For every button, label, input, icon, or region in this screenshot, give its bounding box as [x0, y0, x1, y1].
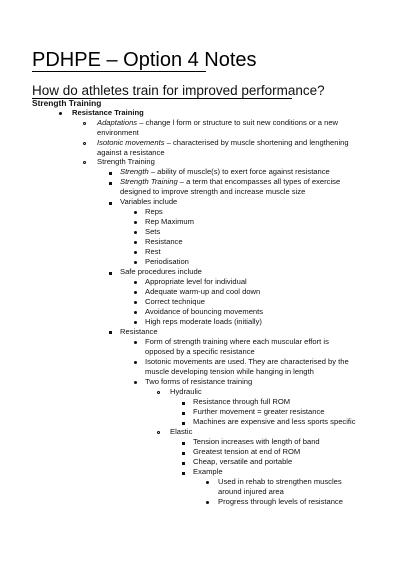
- example-item-cont: around injured area: [218, 487, 284, 496]
- bullet-dot: [206, 481, 209, 484]
- title-underline: [32, 71, 206, 72]
- bullet-circle: [157, 431, 160, 434]
- elastic-heading: Elastic: [170, 427, 193, 436]
- bullet-dot: [134, 221, 137, 224]
- adaptations-line: [97, 118, 338, 128]
- bullet-circle: [83, 142, 86, 145]
- variable-item: Reps: [145, 207, 163, 216]
- variables-heading: Variables include: [120, 197, 178, 206]
- bullet-square: [182, 412, 185, 415]
- bullet-square: [182, 402, 185, 405]
- variable-item: Periodisation: [145, 257, 189, 266]
- safe-item: Adequate warm-up and cool down: [145, 287, 261, 296]
- page-subtitle: How do athletes train for improved performance?: [32, 83, 325, 98]
- bullet-circle: [157, 391, 160, 394]
- bullet-square: [109, 331, 112, 334]
- elastic-item: Greatest tension at end of ROM: [193, 447, 301, 456]
- safe-item: Appropriate level for individual: [145, 277, 247, 286]
- safe-heading: Safe procedures include: [120, 267, 202, 276]
- bullet-square: [109, 202, 112, 205]
- bullet-dot: [134, 211, 137, 214]
- section-heading: Strength Training: [32, 98, 102, 108]
- st-def2: designed to improve strength and increase muscle size: [120, 187, 306, 196]
- bullet-dot: [134, 361, 137, 364]
- adaptations-text: – change l form or structure to suit new conditions or a new: [137, 118, 339, 127]
- bullet-dot: [134, 251, 137, 254]
- variable-item: Rest: [145, 247, 161, 256]
- variable-item: Resistance: [145, 237, 183, 246]
- resistance-item: Two forms of resistance training: [145, 377, 253, 386]
- safe-item: Avoidance of bouncing movements: [145, 307, 264, 316]
- level1-heading: Resistance Training: [72, 108, 144, 117]
- strength-term: Strength: [120, 167, 149, 176]
- page-title: PDHPE – Option 4 Notes: [32, 49, 257, 71]
- elastic-item: Example: [193, 467, 223, 476]
- hydraulic-item: Further movement = greater resistance: [193, 407, 325, 416]
- elastic-item: Tension increases with length of band: [193, 437, 320, 446]
- safe-item: High reps moderate loads (initially): [145, 317, 262, 326]
- bullet-dot: [59, 112, 62, 115]
- st-text: – a term that encompasses all types of exercise: [177, 177, 341, 186]
- bullet-dot: [134, 241, 137, 244]
- hydraulic-item: Resistance through full ROM: [193, 397, 291, 406]
- example-item: Used in rehab to strengthen muscles: [218, 477, 342, 486]
- bullet-dot: [134, 311, 137, 314]
- bullet-square: [109, 172, 112, 175]
- resistance-item-cont: opposed by a specific resistance: [145, 347, 255, 356]
- bullet-square: [182, 442, 185, 445]
- hydraulic-heading: Hydraulic: [170, 387, 202, 396]
- bullet-square: [109, 272, 112, 275]
- isotonic-term: Isotonic movements: [97, 138, 165, 147]
- adaptations-term: Adaptations: [97, 118, 138, 127]
- bullet-dot: [134, 261, 137, 264]
- safe-item: Correct technique: [145, 297, 205, 306]
- bullet-square: [182, 422, 185, 425]
- bullet-dot: [134, 301, 137, 304]
- variable-item: Sets: [145, 227, 161, 236]
- bullet-square: [182, 452, 185, 455]
- bullet-dot: [134, 281, 137, 284]
- resistance-heading: Resistance: [120, 327, 158, 336]
- strength-training-item: Strength Training: [97, 157, 155, 166]
- st-def: [120, 177, 340, 187]
- variable-item: Rep Maximum: [145, 217, 194, 226]
- bullet-square: [182, 472, 185, 475]
- bullet-dot: [134, 381, 137, 384]
- bullet-circle: [83, 161, 86, 164]
- isotonic-line: [97, 138, 349, 148]
- strength-def: [120, 167, 330, 177]
- resistance-item-cont: muscle developing tension while hanging in length: [145, 367, 314, 376]
- example-item: Progress through levels of resistance: [218, 497, 343, 506]
- bullet-dot: [134, 291, 137, 294]
- resistance-item: Isotonic movements are used. They are characterised by the: [145, 357, 349, 366]
- bullet-square: [182, 462, 185, 465]
- elastic-item: Cheap, versatile and portable: [193, 457, 293, 466]
- bullet-dot: [206, 501, 209, 504]
- bullet-dot: [134, 231, 137, 234]
- bullet-square: [109, 182, 112, 185]
- isotonic-line2: against a resistance: [97, 148, 165, 157]
- bullet-circle: [83, 122, 86, 125]
- st-term: Strength Training: [120, 177, 178, 186]
- resistance-item: Form of strength training where each muscular effort is: [145, 337, 329, 346]
- adaptations-line2: environment: [97, 128, 139, 137]
- isotonic-text: – characterised by muscle shortening and lengthening: [164, 138, 349, 147]
- strength-text: – ability of muscle(s) to exert force against resistance: [148, 167, 330, 176]
- hydraulic-item: Machines are expensive and less sports specific: [193, 417, 356, 426]
- bullet-dot: [134, 321, 137, 324]
- bullet-dot: [134, 341, 137, 344]
